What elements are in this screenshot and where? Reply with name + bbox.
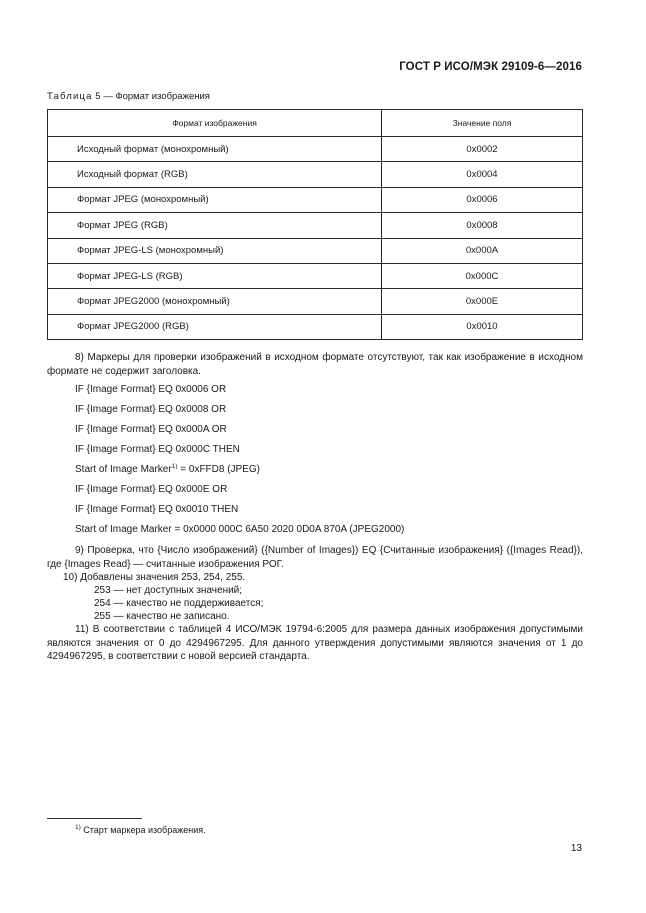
table-row (48, 314, 583, 339)
value-cell: 0x0010 (382, 314, 583, 339)
format-cell: Формат JPEG2000 (RGB) (48, 314, 382, 339)
value-cell: 0x0004 (382, 162, 583, 187)
table-row (48, 263, 583, 288)
format-cell: Формат JPEG (монохромный) (48, 187, 382, 212)
document-header: ГОСТ Р ИСО/МЭК 29109-6—2016 (399, 61, 582, 73)
table-row (48, 213, 583, 238)
note-10-item: 254 — качество не поддерживается; (94, 598, 264, 609)
footnote-divider (47, 818, 142, 819)
note-9: 9) Проверка, что {Число изображений} ({Number of Images}) EQ {Считанные изображения} ({Images Read}), где {Images Read} — считанные изображения РОГ. (47, 545, 583, 570)
table-row (48, 137, 583, 162)
table-row (48, 162, 583, 187)
format-cell: Формат JPEG-LS (RGB) (48, 263, 382, 288)
footnote (75, 825, 206, 835)
value-cell: 0x000E (382, 289, 583, 314)
value-cell: 0x000A (382, 238, 583, 263)
format-cell: Исходный формат (монохромный) (48, 137, 382, 162)
table-row (48, 187, 583, 212)
table-row (48, 289, 583, 314)
note-10: 10) Добавлены значения 253, 254, 255. (63, 572, 246, 583)
value-cell: 0x000C (382, 263, 583, 288)
column-header-format: Формат изображения (48, 110, 382, 137)
note-8: 8) Маркеры для проверки изображений в исходном формате отсутствуют, так как изображение в исходном формате не содержит заголовка. (47, 352, 583, 377)
code-line: IF {Image Format} EQ 0x0008 OR (75, 404, 227, 415)
table-caption (47, 91, 210, 102)
footnote-marker: 1) (75, 824, 81, 831)
code-line: IF {Image Format} EQ 0x000A OR (75, 424, 227, 435)
code-line: IF {Image Format} EQ 0x000E OR (75, 484, 228, 495)
marker-label: Start of Image Marker (75, 464, 172, 475)
code-line: IF {Image Format} EQ 0x0010 THEN (75, 504, 239, 515)
table-header-row (48, 110, 583, 137)
format-cell: Исходный формат (RGB) (48, 162, 382, 187)
note-11: 11) В соответствии с таблицей 4 ИСО/МЭК 19794-6:2005 для размера данных изображения допустимыми являются значения от 0 до 4294967295. Для данного утверждения допустимыми являются значения от 1 до 4294967295, в соответствии с новой версией стандарта. (47, 624, 583, 662)
image-format-table (47, 109, 583, 340)
note-10-item: 253 — нет доступных значений; (94, 585, 243, 596)
marker-value: = 0xFFD8 (JPEG) (177, 464, 260, 475)
format-cell: Формат JPEG (RGB) (48, 213, 382, 238)
code-line-marker (75, 463, 260, 477)
table-caption-label: Таблица (47, 91, 93, 102)
code-line: IF {Image Format} EQ 0x0006 OR (75, 384, 227, 395)
note-10-item: 255 — качество не записано. (94, 611, 230, 622)
format-cell: Формат JPEG2000 (монохромный) (48, 289, 382, 314)
footnote-ref: 1) (171, 463, 178, 470)
code-line: IF {Image Format} EQ 0x000C THEN (75, 444, 240, 455)
value-cell: 0x0006 (382, 187, 583, 212)
value-cell: 0x0002 (382, 137, 583, 162)
code-line: Start of Image Marker = 0x0000 000C 6A50 2020 0D0A 870A (JPEG2000) (75, 524, 405, 535)
format-cell: Формат JPEG-LS (монохромный) (48, 238, 382, 263)
page-number: 13 (570, 843, 582, 854)
value-cell: 0x0008 (382, 213, 583, 238)
column-header-value: Значение поля (382, 110, 583, 137)
table-caption-text: 5 — Формат изображения (92, 91, 210, 102)
footnote-text: Старт маркера изображения. (80, 825, 206, 835)
table-row (48, 238, 583, 263)
